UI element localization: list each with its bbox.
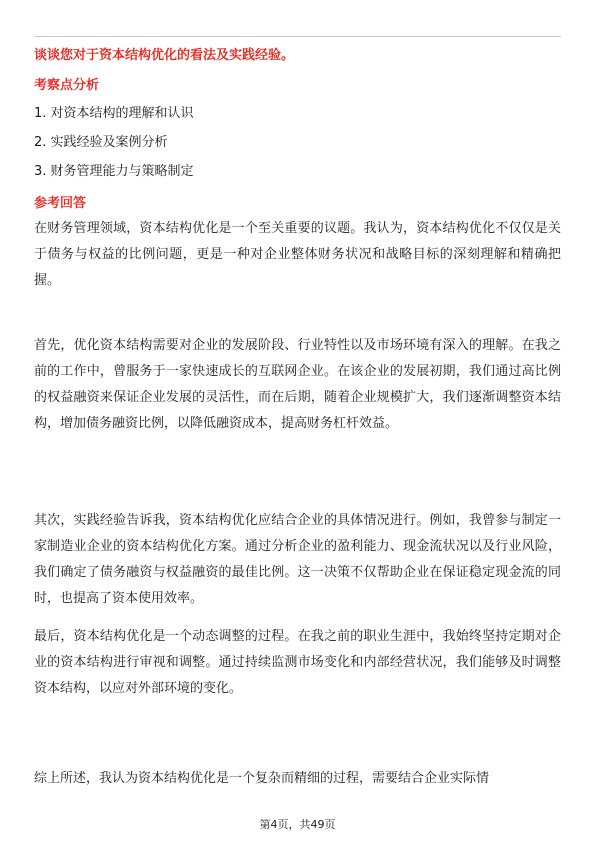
point-item: 1. 对资本结构的理解和认识 (34, 106, 194, 121)
answer-paragraph: 最后，资本结构优化是一个动态调整的过程。在我之前的职业生涯中，我始终坚持定期对企业的资本结构进行审视和调整。通过持续监测市场变化和内部经营状况，我们能够及时调整资本结构，以应对外部环境的变化。 (34, 629, 561, 696)
answer-paragraph: 综上所述，我认为资本结构优化是一个复杂而精细的过程，需要结合企业实际情 (34, 771, 490, 786)
answer-paragraph: 在财务管理领域，资本结构优化是一个至关重要的议题。我认为，资本结构优化不仅仅是关于债务与权益的比例问题，更是一种对企业整体财务状况和战略目标的深刻理解和精确把握。 (34, 221, 561, 288)
answer-paragraph: 其次，实践经验告诉我，资本结构优化应结合企业的具体情况进行。例如，我曾参与制定一家制造业企业的资本结构优化方案。通过分析企业的盈利能力、现金流状况以及行业风险，我们确定了债务融资与权益融资的最佳比例。这一决策不仅帮助企业在保证稳定现金流的同时，也提高了资本使用效率。 (34, 513, 561, 606)
points-section-title: 考察点分析 (34, 78, 100, 93)
page-footer: 第4页，共49页 (259, 818, 336, 831)
answer-paragraph: 首先，优化资本结构需要对企业的发展阶段、行业特性以及市场环境有深入的理解。在我之前的工作中，曾服务于一家快速成长的互联网企业。在该企业的发展初期，我们通过高比例的权益融资来保证企业发展的灵活性，而在后期，随着企业规模扩大，我们逐渐调整资本结构，增加债务融资比例，以降低融资成本，提高财务杠杆效益。 (34, 338, 561, 431)
point-item: 2. 实践经验及案例分析 (34, 135, 168, 150)
question-heading: 谈谈您对于资本结构优化的看法及实践经验。 (34, 48, 295, 63)
answer-section-title: 参考回答 (34, 196, 87, 211)
point-item: 3. 财务管理能力与策略制定 (34, 164, 194, 179)
top-divider (34, 36, 561, 37)
